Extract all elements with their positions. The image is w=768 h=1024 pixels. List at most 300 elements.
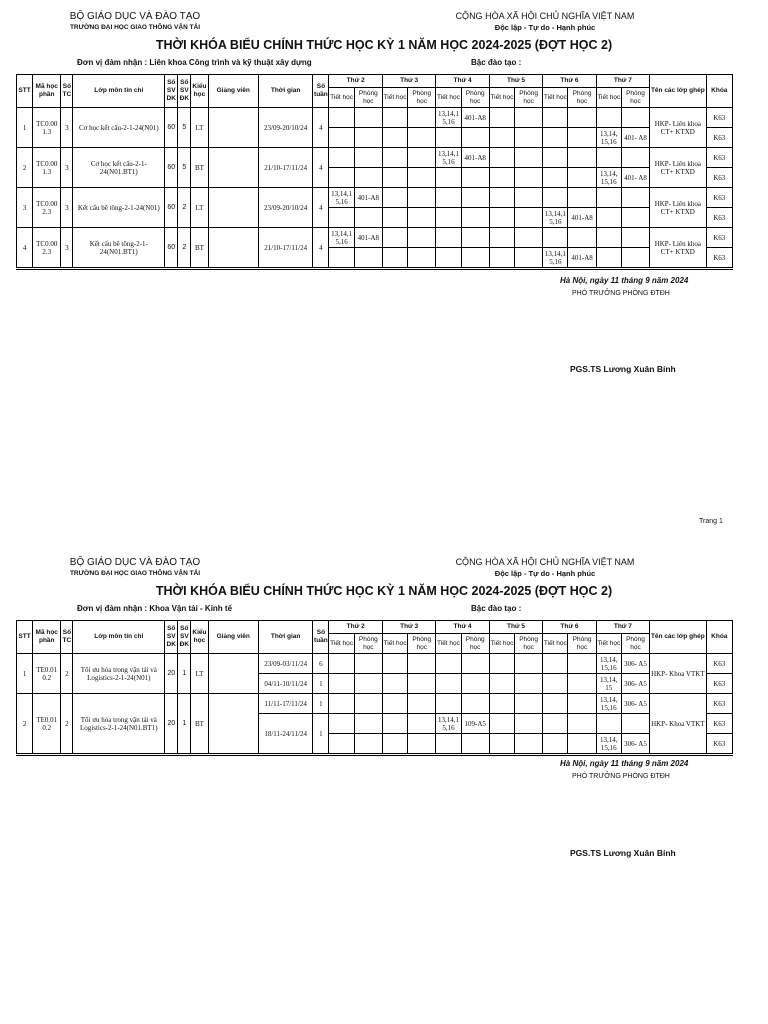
cell-period-slot: [543, 168, 568, 188]
signature-date: Hà Nội, ngày 11 tháng 9 năm 2024: [560, 759, 689, 768]
signature-date: Hà Nội, ngày 11 tháng 9 năm 2024: [560, 276, 689, 285]
cell-period-slot: [596, 148, 621, 168]
cell-period-slot: [329, 168, 354, 188]
cell-students-registered: 5: [178, 148, 191, 188]
cell-room: [461, 694, 489, 714]
sub-header-room: Phòng học: [568, 88, 596, 108]
cell-period-slot: [489, 208, 514, 228]
cell-period-slot: 13,14,1 5,16: [543, 248, 568, 269]
col-header-weeks: Số tuần: [313, 75, 329, 108]
national-motto: Độc lập - Tự do - Hạnh phúc: [494, 569, 596, 578]
republic-name: CỘNG HÒA XÃ HỘI CHỦ NGHĨA VIỆT NAM: [455, 11, 635, 21]
cell-period-slot: 13,14, 15,16: [596, 694, 621, 714]
cell-stt: 4: [17, 228, 33, 269]
col-header-credits: Số TC: [61, 621, 73, 654]
cell-room: [461, 208, 489, 228]
cell-period-slot: [329, 208, 354, 228]
cell-room: [515, 168, 543, 188]
cell-period-slot: [382, 208, 407, 228]
national-header: [420, 557, 670, 578]
cell-period-slot: 13,14, 15: [596, 674, 621, 694]
cell-period: 21/10-17/11/24: [258, 148, 312, 188]
table-row: [17, 108, 733, 128]
day-header: Thứ 5: [489, 621, 542, 634]
republic-name: CỘNG HÒA XÃ HỘI CHỦ NGHĨA VIỆT NAM: [455, 557, 635, 567]
cell-room: 306- A5: [621, 654, 649, 674]
cell-room: [408, 228, 436, 248]
cell-room: 306- A5: [621, 674, 649, 694]
cell-stt: 1: [17, 108, 33, 148]
sub-header-room: Phòng học: [461, 88, 489, 108]
cell-cohort: K63: [706, 654, 732, 674]
cell-cohort: K63: [706, 714, 732, 734]
cell-credits: 3: [61, 108, 73, 148]
cell-room: [515, 228, 543, 248]
cell-period-slot: [436, 734, 461, 755]
cell-class-name: Kết cấu bê tông-2-1-24(N01.BT1): [73, 228, 165, 269]
cell-period-slot: [543, 108, 568, 128]
cell-room: [621, 248, 649, 269]
cell-period-slot: [489, 148, 514, 168]
timetable-table: [16, 74, 733, 270]
cell-cohort: K63: [706, 248, 732, 269]
cell-stt: 3: [17, 188, 33, 228]
cell-room: [354, 674, 382, 694]
cell-period-slot: [543, 734, 568, 755]
cell-room: [461, 674, 489, 694]
col-header-type: Kiểu học: [191, 621, 208, 654]
col-header-credits: Số TC: [61, 75, 73, 108]
cell-period-slot: [436, 674, 461, 694]
sub-header-period: Tiết học: [543, 88, 568, 108]
cell-cohort: K63: [706, 734, 732, 755]
cell-room: 401-A8: [354, 188, 382, 208]
document-title: THỜI KHÓA BIỂU CHÍNH THỨC HỌC KỲ 1 NĂM HỌC 2024-2025 (ĐỢT HỌC 2): [155, 584, 613, 598]
cell-room: [515, 148, 543, 168]
cell-type: BT: [191, 694, 208, 755]
cell-merged-classes: HKP- Liên khoa CT+ KTXD: [650, 148, 706, 188]
cell-period-slot: [329, 148, 354, 168]
cell-room: 401-A8: [568, 248, 596, 269]
cell-room: [568, 108, 596, 128]
cell-teacher: [208, 694, 258, 755]
sub-header-period: Tiết học: [489, 634, 514, 654]
cell-room: [515, 108, 543, 128]
cell-cohort: K63: [706, 228, 732, 248]
cell-merged-classes: HKP- Liên khoa CT+ KTXD: [650, 108, 706, 148]
cell-period: 11/11-17/11/24: [258, 694, 312, 714]
cell-teacher: [208, 148, 258, 188]
cell-period-slot: 13,14,1 5,16: [329, 228, 354, 248]
responsible-unit: Đơn vị đảm nhận : Khoa Vận tải - Kinh tế: [77, 604, 233, 613]
cell-course-code: TC0.00 1.3: [33, 148, 61, 188]
cell-cohort: K63: [706, 108, 732, 128]
cell-weeks: 4: [313, 148, 329, 188]
cell-credits: 2: [61, 654, 73, 694]
cell-period-slot: [543, 694, 568, 714]
sub-header-room: Phòng học: [354, 634, 382, 654]
cell-credits: 3: [61, 188, 73, 228]
cell-period-slot: [436, 654, 461, 674]
col-header-merged-classes: Tên các lớp ghép: [650, 75, 706, 108]
cell-credits: 2: [61, 694, 73, 755]
day-header: Thứ 6: [543, 75, 596, 88]
col-header-cohort: Khóa: [706, 621, 732, 654]
cell-period-slot: [596, 228, 621, 248]
cell-period-slot: [329, 248, 354, 269]
cell-type: LT: [191, 654, 208, 694]
col-header-course-code: Mã học phần: [33, 621, 61, 654]
cell-type: LT: [191, 108, 208, 148]
cell-period-slot: [436, 248, 461, 269]
cell-period-slot: [596, 248, 621, 269]
table-row: [17, 694, 733, 714]
cell-room: [408, 188, 436, 208]
cell-room: [621, 188, 649, 208]
col-header-stt: STT: [17, 75, 33, 108]
col-header-cohort: Khóa: [706, 75, 732, 108]
sub-header-room: Phòng học: [354, 88, 382, 108]
col-header-course-code: Mã học phần: [33, 75, 61, 108]
cell-period-slot: [382, 228, 407, 248]
day-header: Thứ 3: [382, 621, 435, 634]
day-header: Thứ 4: [436, 621, 489, 634]
cell-period-slot: 13,14, 15,16: [596, 128, 621, 148]
cell-class-name: Kết cấu bê tông-2-1-24(N01): [73, 188, 165, 228]
cell-room: [354, 714, 382, 734]
cell-weeks: 1: [313, 674, 329, 694]
cell-room: [461, 228, 489, 248]
cell-room: [408, 248, 436, 269]
cell-room: [408, 694, 436, 714]
cell-room: [568, 148, 596, 168]
cell-period-slot: [329, 128, 354, 148]
cell-teacher: [208, 108, 258, 148]
cell-period-slot: 13,14,1 5,16: [329, 188, 354, 208]
cell-room: [461, 128, 489, 148]
cell-merged-classes: HKP- Khoa VTKT: [650, 694, 706, 755]
cell-merged-classes: HKP- Khoa VTKT: [650, 654, 706, 694]
sub-header-period: Tiết học: [329, 88, 354, 108]
cell-room: [354, 128, 382, 148]
col-header-students: Số SV DK: [165, 621, 178, 654]
cell-room: [408, 148, 436, 168]
cell-period-slot: [329, 694, 354, 714]
cell-weeks: 1: [313, 694, 329, 714]
cell-period-slot: [329, 108, 354, 128]
cell-course-code: TC0.00 2.3: [33, 228, 61, 269]
cell-merged-classes: HKP- Liên khoa CT+ KTXD: [650, 188, 706, 228]
col-header-stt: STT: [17, 621, 33, 654]
sub-header-room: Phòng học: [408, 634, 436, 654]
cell-room: [354, 694, 382, 714]
signature-role: PHÓ TRƯỞNG PHÒNG ĐTĐH: [572, 290, 670, 297]
col-header-period: Thời gian: [258, 75, 312, 108]
table-row: [17, 188, 733, 208]
cell-period-slot: 13,14, 15,16: [596, 654, 621, 674]
cell-period-slot: [382, 714, 407, 734]
cell-period-slot: [489, 694, 514, 714]
col-header-students-registered: Số SV ĐK: [178, 75, 191, 108]
cell-period-slot: [436, 168, 461, 188]
table-row: [17, 654, 733, 674]
cell-type: LT: [191, 188, 208, 228]
cell-period: 21/10-17/11/24: [258, 228, 312, 269]
cell-room: [461, 654, 489, 674]
cell-period-slot: [489, 188, 514, 208]
day-header: Thứ 5: [489, 75, 542, 88]
sub-header-period: Tiết học: [329, 634, 354, 654]
cell-course-code: TC0.00 1.3: [33, 108, 61, 148]
cell-period: 23/09-03/11/24: [258, 654, 312, 674]
cell-room: 306- A5: [621, 694, 649, 714]
cell-room: [408, 108, 436, 128]
day-header: Thứ 3: [382, 75, 435, 88]
cell-weeks: 1: [313, 714, 329, 755]
cell-weeks: 6: [313, 654, 329, 674]
cell-period-slot: [543, 188, 568, 208]
cell-period-slot: [489, 674, 514, 694]
ministry-header: [40, 557, 230, 577]
cell-cohort: K63: [706, 674, 732, 694]
training-level: Bậc đào tạo :: [471, 604, 522, 613]
cell-period-slot: [436, 228, 461, 248]
cell-period-slot: [329, 734, 354, 755]
cell-period-slot: [543, 128, 568, 148]
col-header-students: Số SV DK: [165, 75, 178, 108]
cell-period-slot: [436, 208, 461, 228]
cell-room: [354, 208, 382, 228]
cell-cohort: K63: [706, 148, 732, 168]
cell-period-slot: [329, 714, 354, 734]
col-header-teacher: Giảng viên: [208, 621, 258, 654]
day-header: Thứ 7: [596, 621, 649, 634]
cell-period-slot: [489, 248, 514, 269]
cell-period-slot: [596, 188, 621, 208]
cell-period-slot: [596, 714, 621, 734]
cell-cohort: K63: [706, 208, 732, 228]
cell-period-slot: [329, 674, 354, 694]
sub-header-room: Phòng học: [461, 634, 489, 654]
sub-header-period: Tiết học: [489, 88, 514, 108]
sub-header-period: Tiết học: [596, 634, 621, 654]
cell-period-slot: [382, 248, 407, 269]
cell-room: [621, 228, 649, 248]
cell-room: [515, 188, 543, 208]
cell-period: 23/09-20/10/24: [258, 108, 312, 148]
sub-header-room: Phòng học: [515, 634, 543, 654]
cell-students-registered: 5: [178, 108, 191, 148]
cell-room: [568, 654, 596, 674]
cell-room: [515, 654, 543, 674]
cell-room: 109-A5: [461, 714, 489, 734]
cell-cohort: K63: [706, 128, 732, 148]
cell-period-slot: [382, 148, 407, 168]
cell-period-slot: 13,14,1 5,16: [436, 714, 461, 734]
cell-students: 60: [165, 188, 178, 228]
cell-credits: 3: [61, 148, 73, 188]
cell-period-slot: [543, 674, 568, 694]
cell-weeks: 4: [313, 188, 329, 228]
cell-room: [354, 734, 382, 755]
table-row: [17, 148, 733, 168]
cell-period-slot: [489, 108, 514, 128]
day-header: Thứ 2: [329, 75, 382, 88]
table-row: [17, 228, 733, 248]
cell-credits: 3: [61, 228, 73, 269]
page-number: Trang 1: [699, 518, 723, 525]
cell-room: [408, 714, 436, 734]
sub-header-room: Phòng học: [568, 634, 596, 654]
cell-room: [568, 228, 596, 248]
cell-room: [461, 248, 489, 269]
responsible-unit: Đơn vị đảm nhận : Liên khoa Công trình và kỹ thuật xây dựng: [77, 58, 312, 67]
cell-room: [515, 694, 543, 714]
cell-period-slot: [382, 734, 407, 755]
cell-course-code: TC0.00 2.3: [33, 188, 61, 228]
cell-merged-classes: HKP- Liên khoa CT+ KTXD: [650, 228, 706, 269]
cell-students: 60: [165, 148, 178, 188]
signature-name: PGS.TS Lương Xuân Bính: [570, 364, 676, 374]
day-header: Thứ 7: [596, 75, 649, 88]
cell-class-name: Cơ học kết cấu-2-1-24(N01): [73, 108, 165, 148]
cell-period-slot: [436, 128, 461, 148]
cell-period-slot: [543, 148, 568, 168]
cell-period: 04/11-10/11/24: [258, 674, 312, 694]
sub-header-room: Phòng học: [515, 88, 543, 108]
cell-room: [408, 734, 436, 755]
signature-role: PHÓ TRƯỞNG PHÒNG ĐTĐH: [572, 773, 670, 780]
ministry-name: BỘ GIÁO DỤC VÀ ĐÀO TẠO: [69, 557, 201, 568]
cell-room: [354, 108, 382, 128]
cell-room: 401-A8: [461, 108, 489, 128]
school-name: TRƯỜNG ĐẠI HỌC GIAO THÔNG VẬN TẢI: [69, 570, 201, 577]
cell-period-slot: [382, 674, 407, 694]
cell-period-slot: 13,14, 15,16: [596, 734, 621, 755]
cell-room: [354, 148, 382, 168]
col-header-students-registered: Số SV ĐK: [178, 621, 191, 654]
cell-period-slot: [596, 208, 621, 228]
sub-header-period: Tiết học: [436, 634, 461, 654]
cell-period-slot: [436, 188, 461, 208]
cell-room: [354, 654, 382, 674]
cell-room: [568, 714, 596, 734]
cell-period-slot: [329, 654, 354, 674]
cell-room: [461, 168, 489, 188]
cell-room: [408, 674, 436, 694]
day-header: Thứ 6: [543, 621, 596, 634]
cell-teacher: [208, 654, 258, 694]
cell-stt: 1: [17, 654, 33, 694]
cell-teacher: [208, 228, 258, 269]
cell-room: [621, 714, 649, 734]
cell-room: [568, 674, 596, 694]
cell-room: [568, 188, 596, 208]
cell-room: 401-A8: [461, 148, 489, 168]
cell-room: 401-A8: [568, 208, 596, 228]
sub-header-period: Tiết học: [436, 88, 461, 108]
cell-period-slot: 13,14,1 5,16: [436, 108, 461, 128]
ministry-header: [40, 11, 230, 31]
cell-students-registered: 1: [178, 694, 191, 755]
cell-room: [461, 188, 489, 208]
cell-room: 401- A8: [621, 128, 649, 148]
cell-cohort: K63: [706, 188, 732, 208]
cell-type: BT: [191, 228, 208, 269]
cell-period-slot: [489, 168, 514, 188]
cell-period-slot: [489, 128, 514, 148]
day-header: Thứ 4: [436, 75, 489, 88]
cell-cohort: K63: [706, 694, 732, 714]
cell-room: [568, 128, 596, 148]
signature-name: PGS.TS Lương Xuân Bính: [570, 848, 676, 858]
sub-header-room: Phòng học: [621, 634, 649, 654]
cell-students: 60: [165, 108, 178, 148]
cell-period-slot: [436, 694, 461, 714]
cell-room: 401-A8: [354, 228, 382, 248]
sub-header-period: Tiết học: [382, 88, 407, 108]
cell-room: [621, 148, 649, 168]
sub-header-room: Phòng học: [408, 88, 436, 108]
cell-weeks: 4: [313, 228, 329, 269]
cell-students: 20: [165, 694, 178, 755]
document-title: THỜI KHÓA BIỂU CHÍNH THỨC HỌC KỲ 1 NĂM HỌC 2024-2025 (ĐỢT HỌC 2): [155, 38, 613, 52]
school-name: TRƯỜNG ĐẠI HỌC GIAO THÔNG VẬN TẢI: [69, 24, 201, 31]
national-motto: Độc lập - Tự do - Hạnh phúc: [494, 23, 596, 32]
cell-period-slot: 13,14, 15,16: [596, 168, 621, 188]
ministry-name: BỘ GIÁO DỤC VÀ ĐÀO TẠO: [69, 11, 201, 22]
cell-room: [354, 248, 382, 269]
cell-class-name: Cơ học kết cấu-2-1-24(N01.BT1): [73, 148, 165, 188]
cell-room: [408, 208, 436, 228]
day-header: Thứ 2: [329, 621, 382, 634]
cell-room: [515, 714, 543, 734]
cell-period-slot: [382, 654, 407, 674]
sub-header-period: Tiết học: [596, 88, 621, 108]
cell-students: 20: [165, 654, 178, 694]
cell-room: 401- A8: [621, 168, 649, 188]
cell-period-slot: [489, 714, 514, 734]
cell-room: [408, 168, 436, 188]
national-header: [420, 11, 670, 32]
timetable-table: [16, 620, 733, 756]
cell-period-slot: [382, 128, 407, 148]
cell-room: [515, 248, 543, 269]
col-header-class: Lớp môn tín chỉ: [73, 75, 165, 108]
sub-header-period: Tiết học: [543, 634, 568, 654]
cell-course-code: TE0.01 0.2: [33, 694, 61, 755]
cell-room: [568, 168, 596, 188]
col-header-period: Thời gian: [258, 621, 312, 654]
cell-period-slot: 13,14,1 5,16: [436, 148, 461, 168]
cell-course-code: TE0.01 0.2: [33, 654, 61, 694]
cell-room: [461, 734, 489, 755]
cell-period-slot: 13,14,1 5,16: [543, 208, 568, 228]
cell-room: [408, 128, 436, 148]
cell-period-slot: [382, 168, 407, 188]
cell-room: [568, 734, 596, 755]
col-header-merged-classes: Tên các lớp ghép: [650, 621, 706, 654]
col-header-weeks: Số tuần: [313, 621, 329, 654]
cell-period-slot: [489, 228, 514, 248]
cell-period-slot: [382, 188, 407, 208]
cell-students-registered: 2: [178, 188, 191, 228]
cell-stt: 2: [17, 694, 33, 755]
cell-room: [568, 694, 596, 714]
cell-room: [515, 674, 543, 694]
cell-period-slot: [382, 694, 407, 714]
cell-period-slot: [489, 734, 514, 755]
